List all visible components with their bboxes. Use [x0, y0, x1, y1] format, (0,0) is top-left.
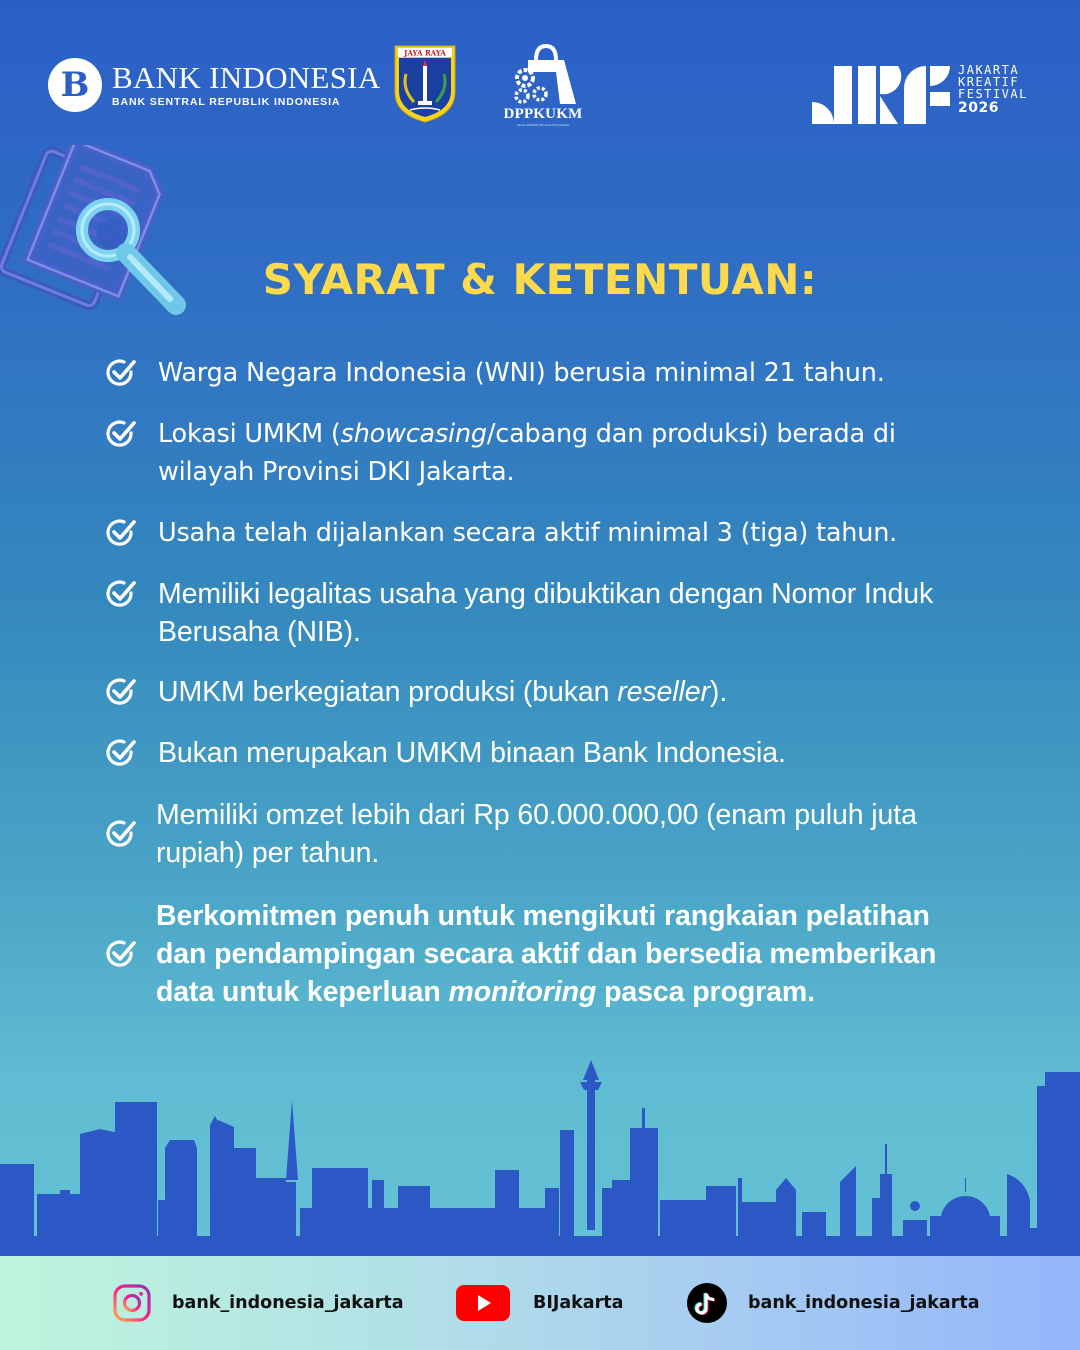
instagram-link[interactable] [112, 1256, 404, 1350]
requirement-item [104, 514, 984, 552]
jkf-line-3: FESTIVAL [958, 87, 1028, 101]
jkf-line-1: JAKARTA [958, 63, 1020, 77]
check-circle-icon [104, 675, 138, 709]
jakarta-skyline-illustration [0, 1060, 1080, 1256]
dppkukm-label: DPPKUKM [503, 106, 583, 122]
check-circle-icon [104, 356, 138, 390]
emblem-letter: B [60, 65, 90, 105]
requirement-text: Lokasi UMKM (showcasing/cabang dan produksi) berada di wilayah Provinsi DKI Jakarta. [158, 419, 896, 487]
requirement-item [104, 897, 984, 1011]
requirement-text: UMKM berkegiatan produksi (bukan reseller). [158, 676, 728, 708]
jakarta-kreatif-festival-logo [810, 62, 1040, 124]
bank-indonesia-title: BANK INDONESIA [112, 59, 381, 95]
jkf-year: 2026 [958, 100, 999, 116]
youtube-handle: BIJakarta [533, 1293, 624, 1313]
bank-indonesia-subtitle: BANK SENTRAL REPUBLIK INDONESIA [112, 95, 341, 108]
youtube-link[interactable] [455, 1256, 623, 1350]
check-circle-icon [104, 817, 138, 851]
bank-indonesia-emblem-icon [48, 58, 102, 112]
instagram-icon [112, 1283, 152, 1323]
requirement-text: Warga Negara Indonesia (WNI) berusia minimal 21 tahun. [158, 358, 885, 388]
requirement-text: Memiliki legalitas usaha yang dibuktikan dengan Nomor Induk Berusaha (NIB). [158, 578, 934, 648]
requirement-text: Bukan merupakan UMKM binaan Bank Indonesia. [158, 737, 786, 769]
check-circle-icon [104, 577, 138, 611]
jkf-wordmark [958, 64, 1028, 116]
requirement-text: Usaha telah dijalankan secara aktif minimal 3 (tiga) tahun. [158, 518, 898, 548]
requirement-item [104, 734, 984, 772]
page-title: SYARAT & KETENTUAN: [262, 255, 818, 304]
social-footer [0, 1256, 1080, 1350]
requirement-item [104, 354, 984, 392]
requirement-item [104, 415, 984, 491]
check-circle-icon [104, 516, 138, 550]
jkf-line-2: KREATIF [958, 75, 1020, 89]
requirement-text: Memiliki omzet lebih dari Rp 60.000.000,00 (enam puluh juta rupiah) per tahun. [156, 799, 917, 869]
youtube-icon [455, 1283, 511, 1323]
jkf-mark-icon [810, 66, 955, 124]
check-circle-icon [104, 417, 138, 451]
requirement-item [104, 673, 984, 711]
instagram-handle: bank_indonesia_jakarta [172, 1293, 404, 1313]
svg-text:JAYA RAYA: JAYA RAYA [404, 48, 446, 58]
check-circle-icon [104, 736, 138, 770]
requirement-item [104, 796, 984, 872]
header-logos [0, 0, 1080, 140]
tiktok-link[interactable] [686, 1256, 980, 1350]
tiktok-handle: bank_indonesia_jakarta [748, 1293, 980, 1313]
dki-jakarta-crest-icon [392, 44, 458, 124]
dppkukm-tagline: Dinas PPKUKM Provinsi DKI Jakarta [517, 123, 569, 127]
dppkukm-logo [498, 42, 588, 128]
tiktok-icon [686, 1282, 728, 1324]
requirement-item [104, 575, 984, 651]
check-circle-icon [104, 937, 138, 971]
shopping-bag-gears-icon [498, 42, 588, 106]
bank-indonesia-logo [48, 58, 381, 112]
requirement-text: Berkomitmen penuh untuk mengikuti rangkaian pelatihan dan pendampingan secara aktif dan bersedia memberikan data untuk keperluan monitoring pasca program. [156, 900, 937, 1008]
